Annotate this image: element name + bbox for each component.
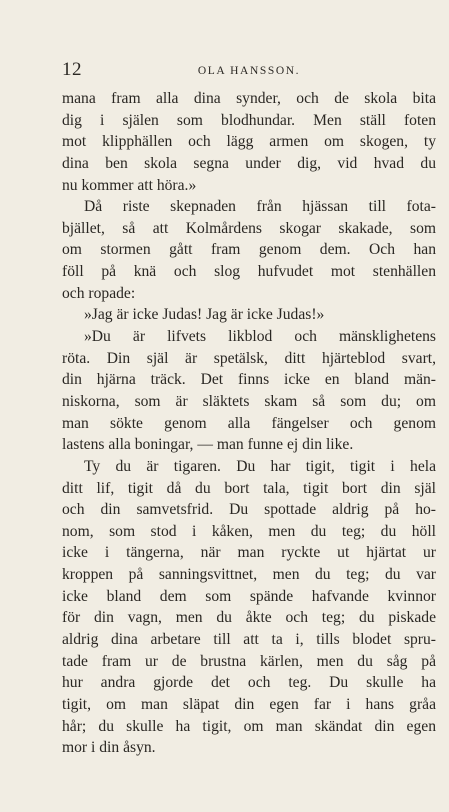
text-line: bjället, så att Kolmårdens skogar skakade, som	[62, 219, 436, 237]
text-line: niskorna, som är släktets skam så som du; om	[62, 392, 436, 410]
text-line: icke bland dem som spände hafvande kvinnor	[62, 587, 436, 605]
page-number: 12	[62, 59, 82, 80]
body-text	[62, 88, 436, 759]
page-header	[62, 56, 436, 84]
text-line: hur andra gjorde det och teg. Du skulle ha	[62, 674, 436, 692]
text-line: »Du är lifvets likblod och mänsklighetens	[84, 328, 436, 346]
text-line: Då riste skepnaden från hjässan till fota-	[84, 198, 436, 216]
text-line: för din vagn, men du åkte och teg; du piskade	[62, 609, 436, 627]
text-line: kroppen på sanningsvittnet, men du teg; du var	[62, 566, 436, 584]
text-line: dina ben skola segna under dig, vid hvad du	[62, 154, 436, 172]
text-line: nom, som stod i kåken, men du teg; du höll	[62, 522, 436, 540]
text-line: ditt lif, tigit då du bort tala, tigit bort din själ	[62, 479, 436, 497]
text-line: din hjärna träck. Det finns icke en bland män-	[62, 371, 436, 389]
running-head: OLA HANSSON.	[197, 65, 301, 77]
text-line: röta. Din själ är spetälsk, ditt hjärteblod svart,	[62, 349, 436, 367]
text-line: om stormen gått fram genom dem. Och han	[62, 241, 436, 259]
text-line: »Jag är icke Judas! Jag är icke Judas!»	[84, 306, 325, 324]
text-line: tade fram ur de brustna kärlen, men du såg på	[62, 652, 436, 670]
text-line: och din samvetsfrid. Du spottade aldrig på ho-	[62, 501, 436, 519]
text-line: aldrig dina arbetare till att ta i, tills blodet spru-	[62, 631, 436, 649]
text-line: mot klipphällen och lägg armen om skogen, ty	[62, 133, 436, 151]
text-line: föll på knä och slog hufvudet mot stenhällen	[62, 263, 436, 281]
text-line: lastens alla boningar, — man funne ej din like.	[62, 436, 354, 454]
text-line: icke i tängerna, när man ryckte ut hjärtat ur	[62, 544, 436, 562]
text-line: mana fram alla dina synder, och de skola bita	[62, 90, 436, 107]
text-line: och ropade:	[62, 284, 136, 302]
text-line: tigit, om man släpat din egen far i hans gråa	[62, 695, 436, 713]
text-line: Ty du är tigaren. Du har tigit, tigit i hela	[84, 457, 436, 475]
text-line: mor i din åsyn.	[62, 739, 156, 757]
text-line: dig i själen som blodhundar. Men ställ foten	[62, 111, 436, 129]
text-line: man sökte genom alla fängelser och genom	[62, 414, 436, 432]
text-line: hår; du skulle ha tigit, om man skändat din egen	[62, 717, 436, 735]
text-line: nu kommer att höra.»	[62, 176, 197, 194]
